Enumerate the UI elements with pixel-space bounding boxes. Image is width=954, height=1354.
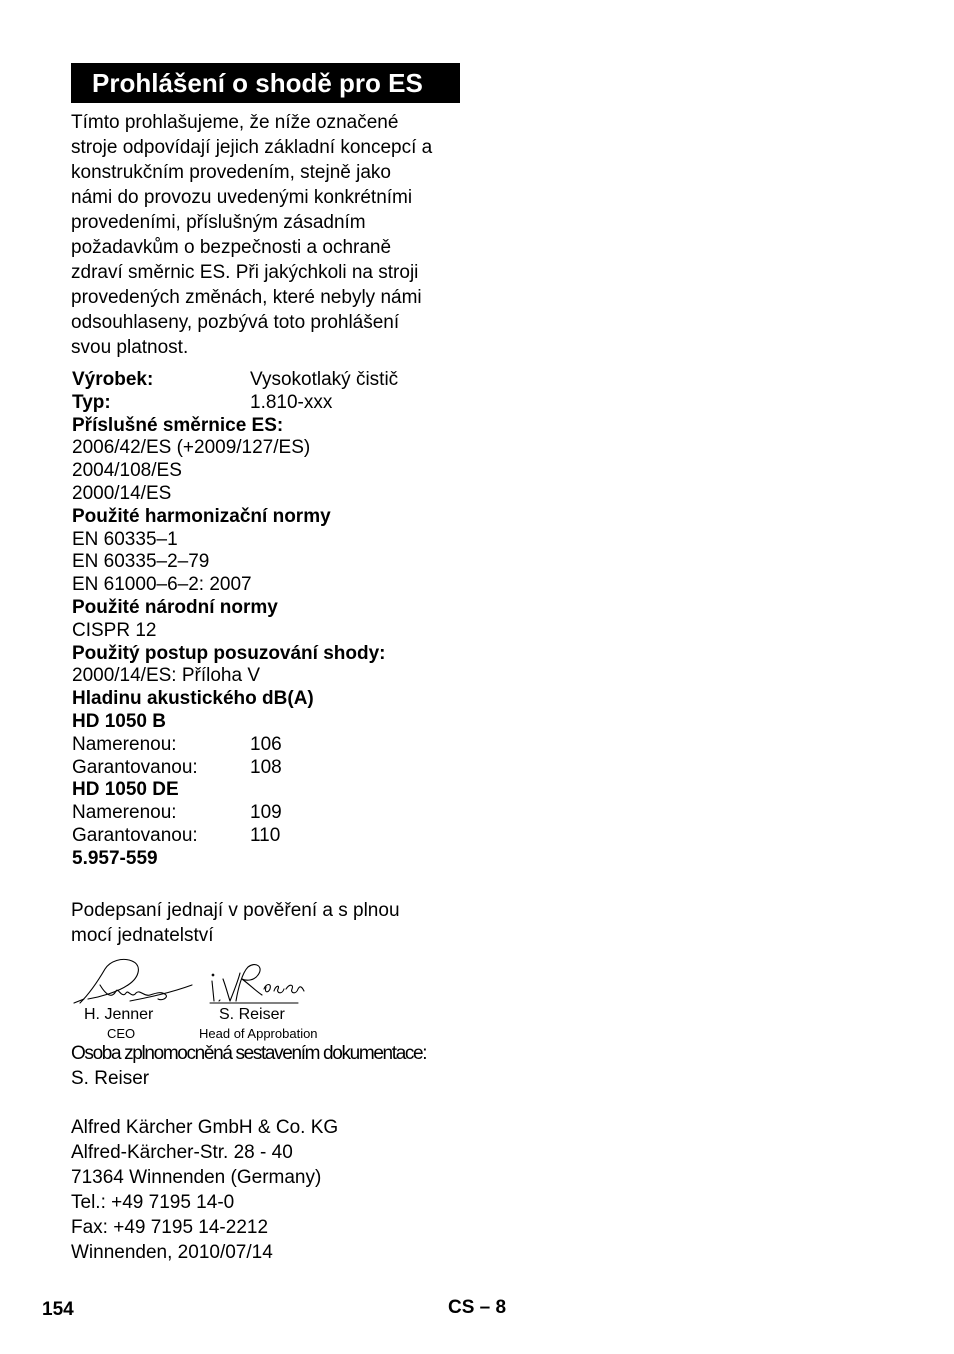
- intro-line: Tímto prohlašujeme, že níže označené: [71, 112, 399, 133]
- measured-label: Namerenou:: [72, 733, 177, 755]
- authorized-person-label: Osoba zplnomocněná sestavením dokumentace:: [71, 1043, 427, 1064]
- signed-statement: [71, 898, 400, 948]
- authorized-person-name: S. Reiser: [71, 1068, 150, 1089]
- page-code: CS – 8: [448, 1297, 507, 1318]
- page-number: 154: [42, 1299, 74, 1320]
- intro-line: provedených změnách, které nebyly námi: [71, 287, 422, 308]
- directive-item: 2006/42/ES (+2009/127/ES): [72, 437, 311, 459]
- document-number: 5.957-559: [72, 847, 158, 869]
- product-label: Výrobek:: [72, 369, 154, 390]
- product-row: [72, 369, 398, 392]
- company-address: [71, 1115, 338, 1265]
- guaranteed-value: 110: [250, 824, 281, 846]
- directive-item: 2004/108/ES: [72, 460, 182, 482]
- procedure-item: 2000/14/ES: Příloha V: [72, 665, 261, 687]
- intro-line: provedeními, příslušným zásadním: [71, 212, 366, 233]
- model-name: HD 1050 B: [72, 710, 166, 732]
- guaranteed-row: [72, 757, 398, 780]
- company-line: Alfred-Kärcher-Str. 28 - 40: [71, 1142, 293, 1163]
- measured-row: [72, 734, 398, 757]
- directive-item: 2000/14/ES: [72, 482, 172, 504]
- guaranteed-value: 108: [250, 756, 282, 778]
- company-line: Winnenden, 2010/07/14: [71, 1242, 273, 1263]
- company-line: 71364 Winnenden (Germany): [71, 1167, 322, 1188]
- handwritten-signatures: [70, 955, 350, 1007]
- signatory-name: H. Jenner: [84, 1006, 154, 1023]
- harmonized-item: EN 61000–6–2: 2007: [72, 574, 252, 596]
- directives-heading: Příslušné směrnice ES:: [72, 414, 284, 436]
- harmonized-heading: Použité harmonizační normy: [72, 505, 331, 527]
- guaranteed-label: Garantovanou:: [72, 824, 198, 846]
- company-line: Alfred Kärcher GmbH & Co. KG: [71, 1117, 339, 1138]
- type-value: 1.810-xxx: [250, 391, 333, 413]
- national-item: CISPR 12: [72, 619, 157, 641]
- intro-line: požadavkům o bezpečnosti a ochraně: [71, 237, 392, 258]
- measured-value: 106: [250, 733, 282, 755]
- intro-line: svou platnost.: [71, 337, 189, 358]
- signatory-role: CEO: [107, 1026, 136, 1041]
- product-value: Vysokotlaký čistič: [250, 369, 399, 390]
- intro-line: námi do provozu uvedenými konkrétními: [71, 187, 413, 208]
- harmonized-item: EN 60335–1: [72, 528, 178, 550]
- model-name: HD 1050 DE: [72, 779, 179, 801]
- signed-line: Podepsaní jednají v pověření a s plnou: [71, 900, 400, 921]
- procedure-heading: Použitý postup posuzování shody:: [72, 642, 386, 664]
- measured-row: [72, 802, 398, 825]
- signatory-role: Head of Approbation: [199, 1026, 318, 1041]
- national-heading: Použité národní normy: [72, 596, 278, 618]
- page-title: Prohlášení o shodě pro ES: [71, 63, 460, 103]
- intro-paragraph: [71, 110, 471, 360]
- company-line: Fax: +49 7195 14-2212: [71, 1217, 269, 1238]
- signatory-name: S. Reiser: [219, 1006, 285, 1023]
- guaranteed-label: Garantovanou:: [72, 756, 198, 778]
- intro-line: stroje odpovídají jejich základní koncepcí a: [71, 137, 433, 158]
- type-label: Typ:: [72, 391, 111, 413]
- harmonized-item: EN 60335–2–79: [72, 551, 210, 573]
- intro-line: konstrukčním provedením, stejně jako: [71, 162, 391, 183]
- intro-line: zdraví směrnic ES. Při jakýchkoli na stroji: [71, 262, 419, 283]
- measured-label: Namerenou:: [72, 802, 177, 824]
- company-line: Tel.: +49 7195 14-0: [71, 1192, 235, 1213]
- noise-heading: Hladinu akustického dB(A): [72, 688, 314, 710]
- declaration-details: [72, 369, 398, 871]
- guaranteed-row: [72, 825, 398, 848]
- type-row: [72, 392, 398, 415]
- signed-line: mocí jednatelství: [71, 925, 214, 946]
- intro-line: odsouhlaseny, pozbývá toto prohlášení: [71, 312, 400, 333]
- measured-value: 109: [250, 802, 282, 824]
